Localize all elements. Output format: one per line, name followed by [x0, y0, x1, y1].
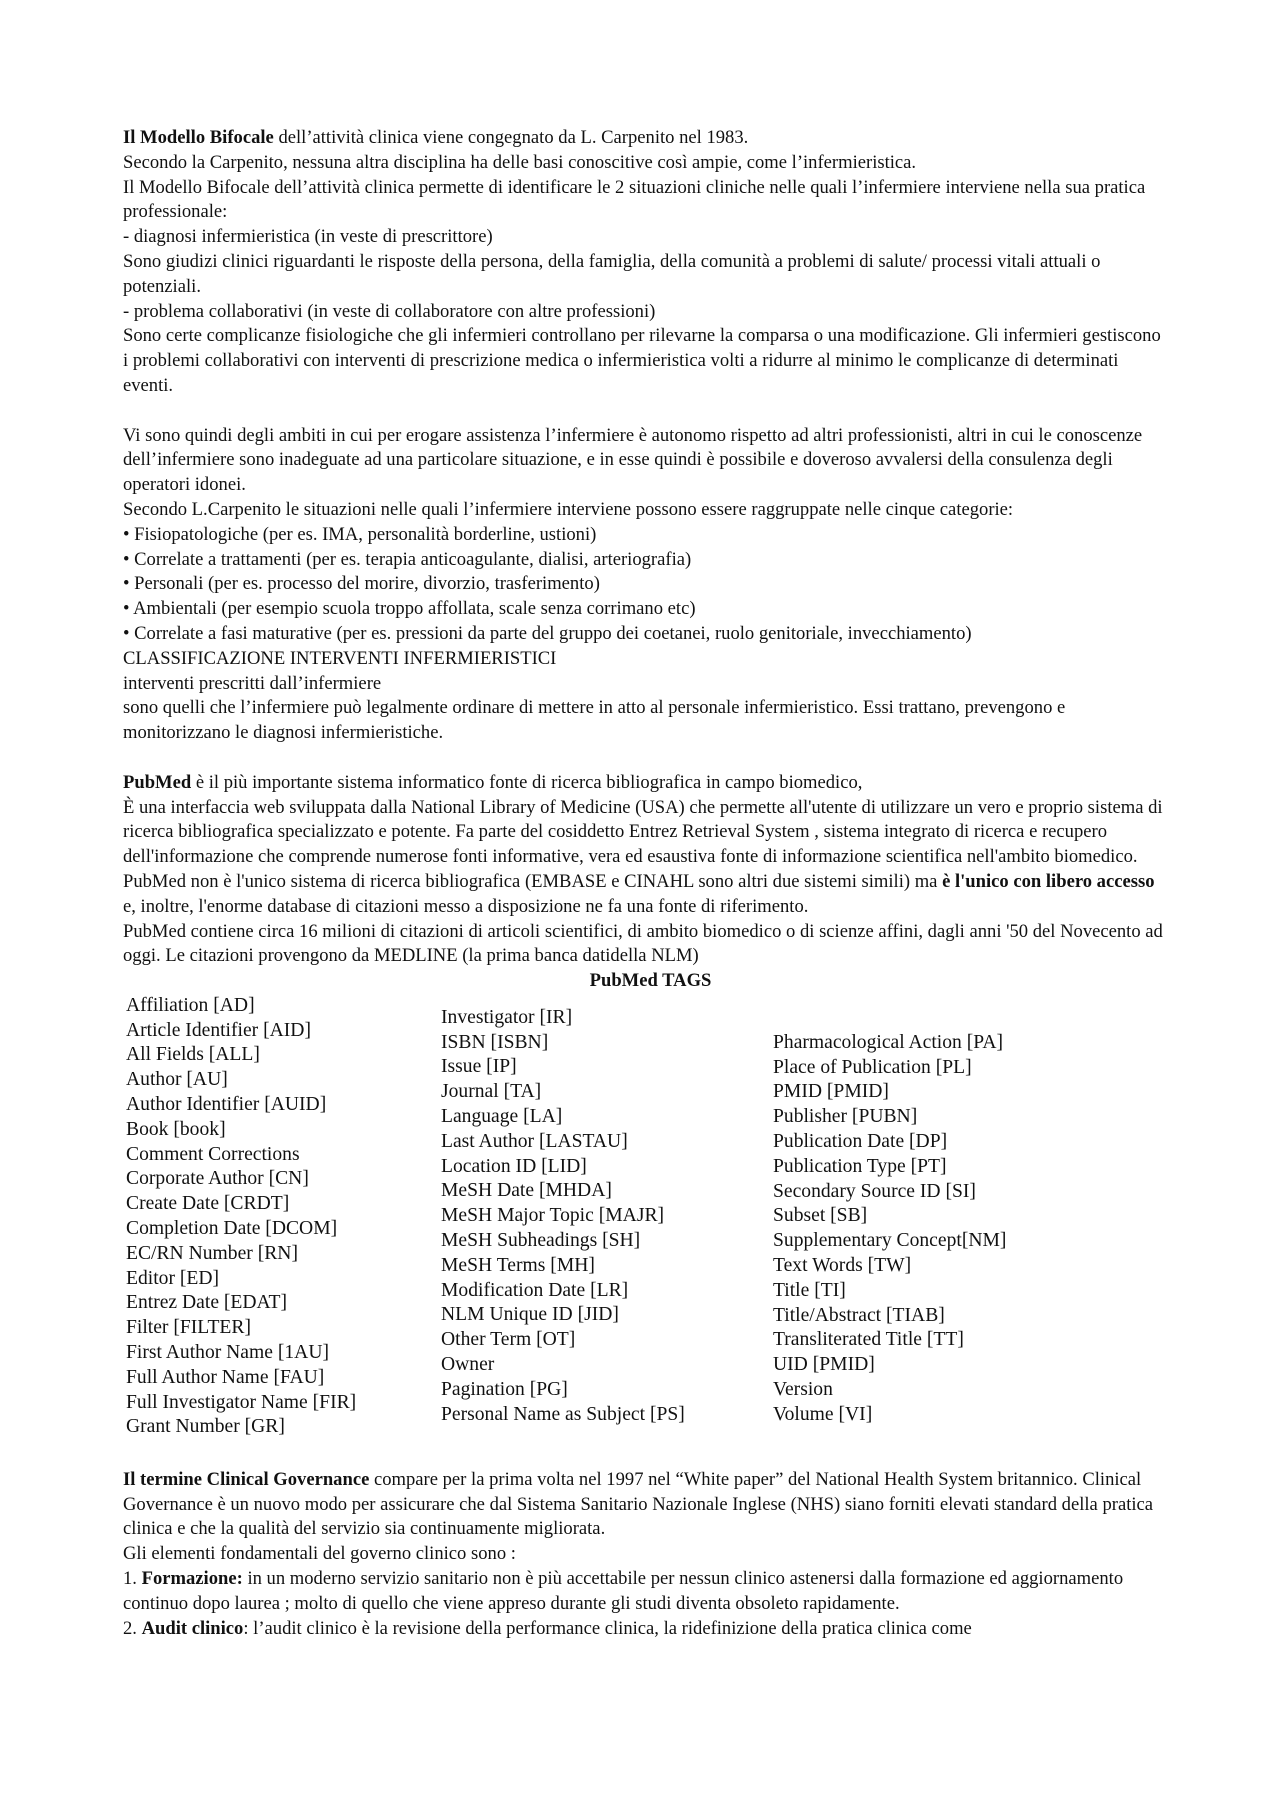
- pubmed-tag: Author Identifier [AUID]: [126, 1094, 327, 1116]
- pubmed-tag: Entrez Date [EDAT]: [126, 1292, 288, 1314]
- pubmed-tag: Volume [VI]: [773, 1403, 873, 1425]
- category-bullet: • Ambientali (per esempio scuola troppo affollata, scale senza corrimano etc): [123, 598, 696, 620]
- category-bullet: • Correlate a fasi maturative (per es. pressioni da parte del gruppo dei coetanei, ruolo genitoriale, invecchiamento): [123, 622, 972, 644]
- pubmed-tag: NLM Unique ID [JID]: [441, 1304, 619, 1326]
- pubmed-tag: Subset [SB]: [773, 1205, 868, 1227]
- pubmed-tag: Article Identifier [AID]: [126, 1019, 311, 1041]
- pubmed-tag: Full Author Name [FAU]: [126, 1366, 325, 1388]
- pubmed-term: PubMed: [123, 771, 192, 793]
- pubmed-tag: Full Investigator Name [FIR]: [126, 1391, 357, 1413]
- pubmed-tag: Transliterated Title [TT]: [773, 1329, 964, 1351]
- document-page: [123, 126, 1168, 1641]
- modello-bifocale-term: Il Modello Bifocale: [123, 127, 274, 148]
- section-heading: CLASSIFICAZIONE INTERVENTI INFERMIERISTICI: [123, 647, 557, 669]
- pubmed-tag: Journal [TA]: [441, 1081, 542, 1103]
- pubmed-tag: Corporate Author [CN]: [126, 1168, 309, 1190]
- paragraph: PubMed contiene circa 16 milioni di citazioni di articoli scientifici, di ambito biomedico o di scienze affini, dagli anni '50 del Novecento ad oggi. Le citazioni provengono da MEDLINE (la prima banca datidella NLM): [123, 920, 1163, 967]
- pubmed-tag: Pagination [PG]: [441, 1378, 568, 1400]
- category-bullet: • Fisiopatologiche (per es. IMA, personalità borderline, ustioni): [123, 523, 597, 545]
- pubmed-tag: Publication Type [PT]: [773, 1155, 947, 1177]
- list-item-formazione: 1. Formazione: in un moderno servizio sanitario non è più accettabile per nessun clinico astenersi dalla formazione ed aggiornamento continuo dopo laurea ; molto di quello che viene appreso durante gli studi diventa obsoleto rapidamente.: [123, 1568, 1124, 1614]
- pubmed-tag: Investigator [IR]: [441, 1006, 573, 1028]
- pubmed-tag: Comment Corrections: [126, 1143, 300, 1165]
- pubmed-tag: UID [PMID]: [773, 1354, 875, 1376]
- subheading: interventi prescritti dall’infermiere: [123, 672, 382, 694]
- paragraph: Gli elementi fondamentali del governo clinico sono :: [123, 1543, 516, 1565]
- pubmed-tag: Create Date [CRDT]: [126, 1193, 290, 1215]
- pubmed-tag: EC/RN Number [RN]: [126, 1242, 298, 1264]
- paragraph: Il Modello Bifocale dell’attività clinica permette di identificare le 2 situazioni cliniche nelle quali l’infermiere interviene nella sua pratica professionale:: [123, 176, 1146, 223]
- pubmed-tag: MeSH Subheadings [SH]: [441, 1230, 641, 1252]
- modello-bifocale-intro: Il Modello Bifocale dell’attività clinica viene congegnato da L. Carpenito nel 1983.: [123, 127, 749, 148]
- pubmed-tag: Title/Abstract [TIAB]: [773, 1304, 945, 1326]
- free-access-emphasis: è l'unico con libero accesso: [942, 870, 1155, 892]
- pubmed-tag: Book [book]: [126, 1118, 226, 1140]
- paragraph: Sono giudizi clinici riguardanti le risposte della persona, della famiglia, della comunità a problemi di salute/ processi vitali attuali o potenziali.: [123, 250, 1101, 297]
- pubmed-tag: MeSH Terms [MH]: [441, 1254, 595, 1276]
- pubmed-tag: Affiliation [AD]: [126, 994, 255, 1016]
- pubmed-tag: Publisher [PUBN]: [773, 1106, 918, 1128]
- pubmed-tag: Place of Publication [PL]: [773, 1056, 972, 1078]
- paragraph: - diagnosi infermieristica (in veste di prescrittore): [123, 226, 493, 248]
- paragraph: Secondo la Carpenito, nessuna altra disciplina ha delle basi conoscitive così ampie, come l’infermieristica.: [123, 151, 917, 173]
- paragraph: Secondo L.Carpenito le situazioni nelle quali l’infermiere interviene possono essere raggruppate nelle cinque categorie:: [123, 498, 1014, 520]
- tags-column-2: [441, 1006, 685, 1428]
- paragraph: sono quelli che l’infermiere può legalmente ordinare di mettere in atto al personale infermieristico. Essi trattano, prevengono e monitorizzano le diagnosi infermieristiche.: [123, 697, 1066, 744]
- pubmed-tag: All Fields [ALL]: [126, 1044, 260, 1066]
- pubmed-tag: Grant Number [GR]: [126, 1416, 285, 1438]
- pubmed-intro: PubMed è il più importante sistema informatico fonte di ricerca bibliografica in campo biomedico,: [123, 771, 863, 793]
- pubmed-tag: MeSH Major Topic [MAJR]: [441, 1205, 665, 1227]
- pubmed-tags-table: [123, 994, 1168, 1468]
- tags-column-1: [126, 994, 356, 1440]
- pubmed-tag: MeSH Date [MHDA]: [441, 1180, 612, 1202]
- pubmed-tag: Text Words [TW]: [773, 1255, 912, 1277]
- pubmed-tag: Author [AU]: [126, 1069, 228, 1091]
- pubmed-tag: Issue [IP]: [441, 1056, 517, 1078]
- pubmed-tag: Language [LA]: [441, 1106, 563, 1128]
- pubmed-tag: Modification Date [LR]: [441, 1279, 629, 1301]
- pubmed-tag: Publication Date [DP]: [773, 1131, 948, 1153]
- pubmed-tag: PMID [PMID]: [773, 1081, 889, 1103]
- pubmed-tag: Title [TI]: [773, 1279, 846, 1301]
- pubmed-tag: Filter [FILTER]: [126, 1317, 251, 1339]
- pubmed-tags-title: PubMed TAGS: [589, 970, 712, 992]
- clinical-governance-intro: Il termine Clinical Governance compare per la prima volta nel 1997 nel “White paper” del National Health System britannico. Clinical Governance è un nuovo modo per assicurare che dal Sistema Sanitario Nazionale Inglese (NHS) siano forniti elevati standard della pratica clinica e che la qualità del servizio sia continuamente migliorata.: [123, 1468, 1154, 1540]
- category-bullet: • Correlate a trattamenti (per es. terapia anticoagulante, dialisi, arteriografia): [123, 548, 692, 570]
- pubmed-tag: Editor [ED]: [126, 1267, 220, 1289]
- pubmed-tag: Other Term [OT]: [441, 1329, 576, 1351]
- paragraph: Vi sono quindi degli ambiti in cui per erogare assistenza l’infermiere è autonomo rispetto ad altri professionisti, altri in cui le conoscenze dell’infermiere sono inadeguate ad una particolare situazione, e in esse quindi è possibile e doveroso avvalersi della consulenza degli operatori idonei.: [123, 424, 1143, 496]
- pubmed-tag: Secondary Source ID [SI]: [773, 1180, 976, 1202]
- spacer: [123, 399, 1168, 424]
- pubmed-tag: ISBN [ISBN]: [441, 1031, 549, 1053]
- pubmed-tag: First Author Name [1AU]: [126, 1342, 329, 1364]
- pubmed-tag: Version: [773, 1379, 833, 1401]
- paragraph: È una interfaccia web sviluppata dalla National Library of Medicine (USA) che permette all'utente di utilizzare un vero e proprio sistema di ricerca bibliografica specializzato e potente. Fa parte del cosiddetto Entrez Retrieval System , sistema integrato di ricerca e recupero dell'informazione che comprende numerose fonti informative, vera ed esaustiva fonte di informazione scientifica nell'ambito biomedico. PubMed non è l'unico sistema di ricerca bibliografica (EMBASE e CINAHL sono altri due sistemi simili) ma è l'unico con libero accesso e, inoltre, l'enorme database di citazioni messo a disposizione ne fa una fonte di riferimento.: [123, 796, 1163, 917]
- list-item-audit: 2. Audit clinico: l’audit clinico è la revisione della performance clinica, la ridefinizione della pratica clinica come: [123, 1617, 972, 1639]
- clinical-governance-term: Il termine Clinical Governance: [123, 1468, 370, 1490]
- pubmed-tag: Personal Name as Subject [PS]: [441, 1403, 685, 1425]
- pubmed-tag: Location ID [LID]: [441, 1155, 587, 1177]
- pubmed-tag: Supplementary Concept[NM]: [773, 1230, 1007, 1252]
- tags-column-3: [773, 1031, 1006, 1428]
- paragraph: - problema collaborativi (in veste di collaboratore con altre professioni): [123, 300, 656, 322]
- pubmed-tag: Completion Date [DCOM]: [126, 1218, 338, 1240]
- pubmed-tag: Owner: [441, 1354, 495, 1376]
- paragraph: Sono certe complicanze fisiologiche che gli infermieri controllano per rilevarne la comparsa o una modificazione. Gli infermieri gestiscono i problemi collaborativi con interventi di prescrizione medica o infermieristica volti a ridurre al minimo le complicanze di determinati eventi.: [123, 325, 1161, 396]
- pubmed-tag: Pharmacological Action [PA]: [773, 1031, 1004, 1053]
- spacer: [123, 746, 1168, 771]
- category-bullet: • Personali (per es. processo del morire, divorzio, trasferimento): [123, 573, 600, 595]
- pubmed-tag: Last Author [LASTAU]: [441, 1130, 628, 1152]
